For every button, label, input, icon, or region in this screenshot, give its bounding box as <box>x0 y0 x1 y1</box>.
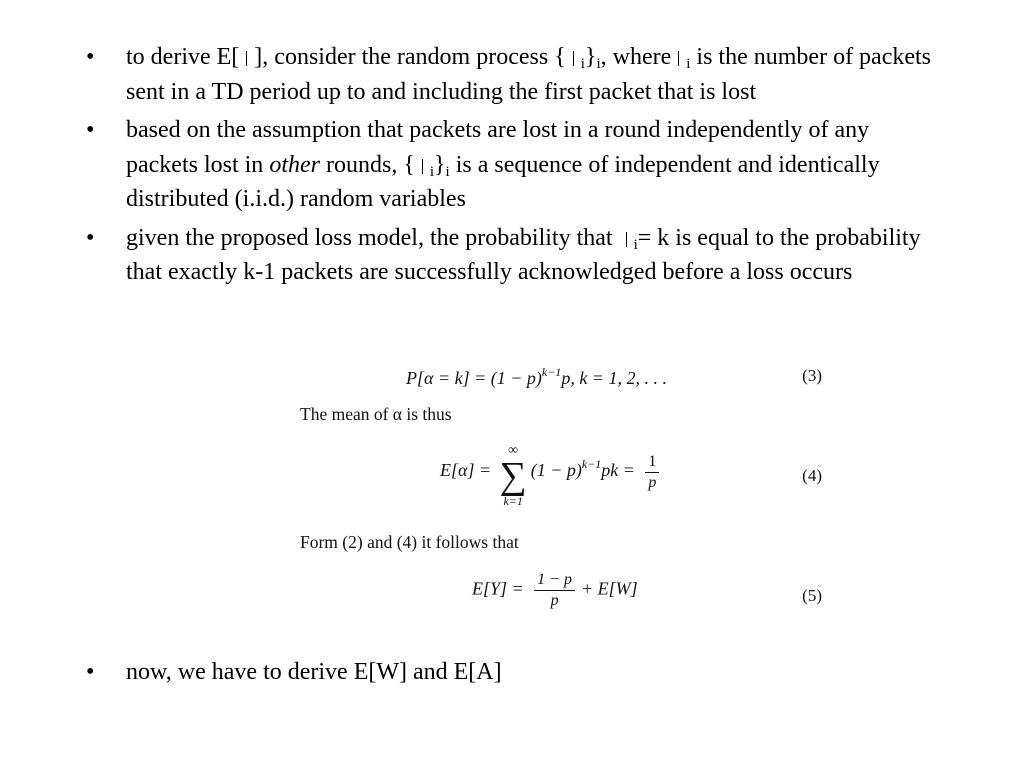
missing-glyph-icon <box>573 51 574 66</box>
bullet-text: is a sequence of independent and identically distributed (i.i.d.) random variables <box>126 151 880 212</box>
missing-glyph-icon <box>246 51 247 66</box>
equation-formula: E[α] = ∞ ∑ k=1 $(1 - p)^{k-1}pk$ = $\frac{1}{p}$ <box>440 440 665 504</box>
bullet-text: ], consider the random process { <box>254 44 566 70</box>
bullet-list <box>84 40 944 294</box>
bullet-item-4 <box>84 655 986 690</box>
summation: ∞ ∑ k=1 <box>499 443 527 508</box>
bullet-text: , where <box>600 44 672 70</box>
bullet-item-2 <box>84 113 944 217</box>
bullet-icon: • <box>86 224 95 251</box>
fraction: $\frac{1}{p}$ <box>645 452 659 493</box>
subscript: i <box>429 163 435 180</box>
bullet-text: based on the assumption that packets are lost in a round independently of any packets lost in <box>126 117 870 178</box>
subscript: i <box>686 56 691 72</box>
equation-4 <box>300 438 840 518</box>
fraction: $\frac{1 - p}{p}$ <box>534 570 575 611</box>
bullet-item-3 <box>84 221 944 290</box>
subscript: i <box>580 56 585 72</box>
paper-text-line: The mean of α is thus <box>300 404 452 424</box>
bullet-icon: • <box>86 659 95 685</box>
equation-number: (5) <box>802 586 822 605</box>
bullet-text: rounds, { <box>319 151 415 178</box>
paper-text-line: Form (2) and (4) it follows that <box>300 532 519 552</box>
subscript: i <box>633 236 638 253</box>
subscript: i <box>445 163 450 180</box>
emphasis-text: other <box>269 151 320 178</box>
equation-formula: E[Y] = $\frac{1 - p}{p}$ + E[W] <box>472 571 638 609</box>
bullet-text: is the number of packets sent in a TD period up to and including the first packet that is lost <box>126 44 932 105</box>
bullet-item-1 <box>84 40 944 109</box>
subscript: i <box>596 56 601 72</box>
missing-glyph-icon <box>678 51 679 66</box>
equation-3 <box>300 362 840 392</box>
scanned-paper-excerpt <box>300 362 840 624</box>
bullet-text: to derive E[ <box>126 44 240 70</box>
bullet-text: now, we have to derive E[W] and E[A] <box>126 659 502 685</box>
missing-glyph-icon <box>422 159 423 174</box>
equation-formula: $P[\alpha = k] = (1 - p)^{k-1}p$, k = 1, 2, . . . <box>406 365 667 388</box>
bullet-icon: • <box>86 44 95 70</box>
bullet-text: given the proposed loss model, the probability that <box>126 224 619 251</box>
missing-glyph-icon <box>626 232 627 247</box>
bullet-text: } <box>434 151 446 178</box>
equation-number: (3) <box>802 366 822 385</box>
equation-5 <box>300 568 840 624</box>
bullet-text: = k is equal to the probability that exactly k-1 packets are successfully acknowledged before a loss occurs <box>126 224 921 285</box>
bullet-text: } <box>584 44 597 70</box>
equation-number: (4) <box>802 466 822 485</box>
bullet-icon: • <box>86 117 95 143</box>
